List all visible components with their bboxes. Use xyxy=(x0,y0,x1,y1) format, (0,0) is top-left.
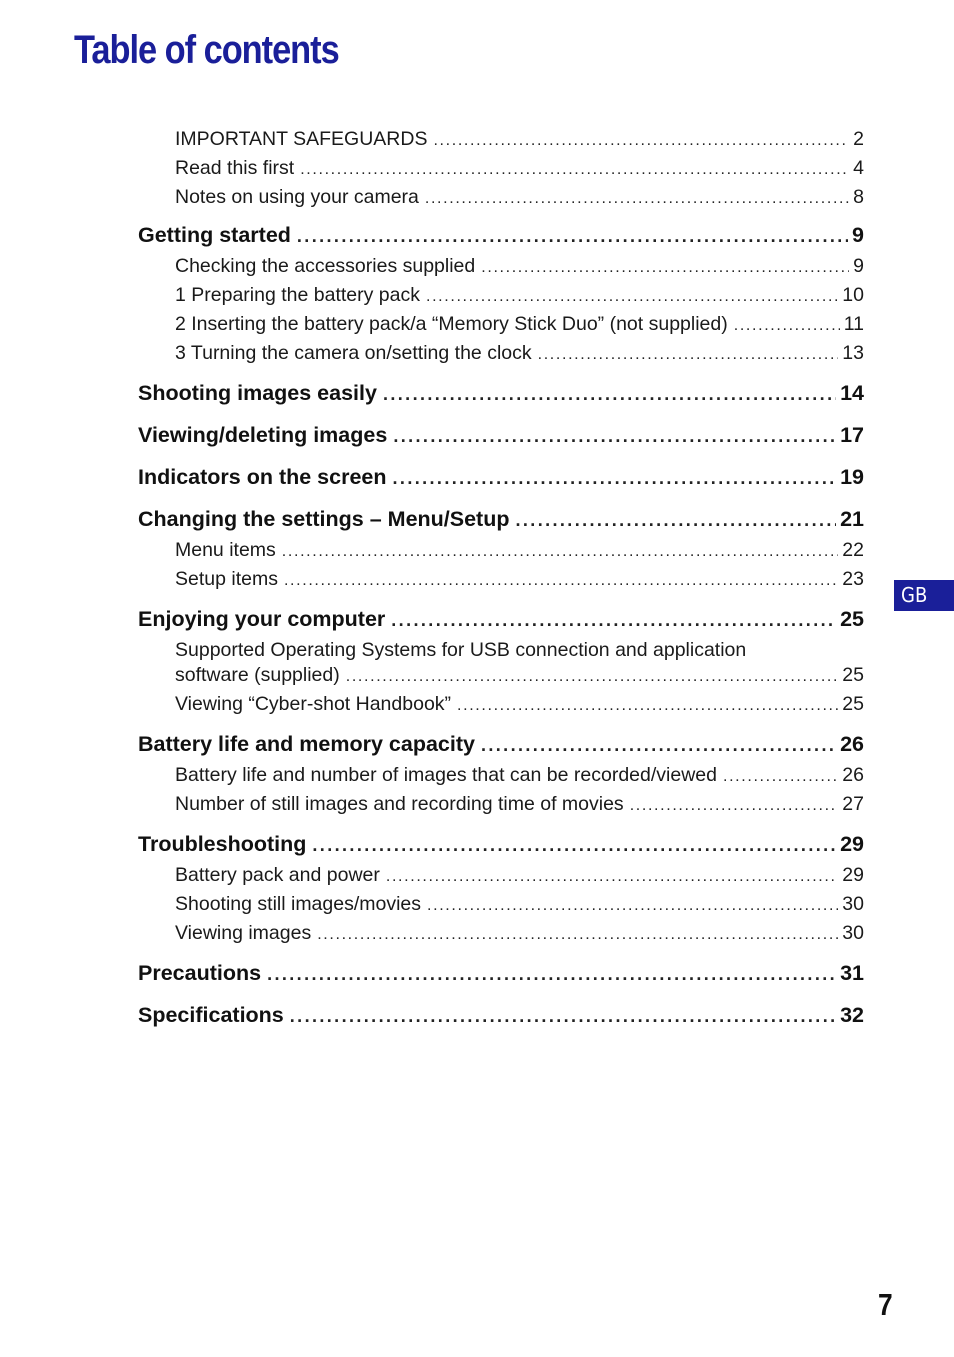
toc-section-title: Troubleshooting xyxy=(138,832,307,856)
toc-entry[interactable] xyxy=(175,255,864,284)
dot-leader xyxy=(481,732,836,757)
dot-leader xyxy=(538,342,839,365)
toc-entry-text: 2 Inserting the battery pack/a “Memory Stick Duo” (not supplied) xyxy=(175,313,728,335)
dot-leader xyxy=(630,793,839,816)
toc-entry[interactable] xyxy=(175,922,864,951)
toc-section-heading[interactable] xyxy=(138,465,864,497)
dot-leader xyxy=(723,764,838,787)
toc-section-title: Specifications xyxy=(138,1003,284,1027)
dot-leader xyxy=(383,381,836,406)
toc-entry-page: 26 xyxy=(842,764,864,786)
toc-entry-page: 30 xyxy=(842,922,864,944)
toc-entry-text: software (supplied) xyxy=(175,664,340,686)
toc-section-page: 31 xyxy=(840,961,864,985)
dot-leader xyxy=(282,539,839,562)
table-of-contents xyxy=(138,128,864,1035)
dot-leader xyxy=(457,693,838,716)
toc-entry-text: Number of still images and recording time of movies xyxy=(175,793,624,815)
page-title: Table of contents xyxy=(74,28,339,72)
toc-section-title: Precautions xyxy=(138,961,262,985)
toc-entry-text: Checking the accessories supplied xyxy=(175,255,476,277)
toc-entry-first-line[interactable]: Supported Operating Systems for USB connection and application xyxy=(175,639,747,661)
toc-entry-page: 25 xyxy=(842,693,864,715)
toc-entry-text: Notes on using your camera xyxy=(175,186,419,208)
toc-entry-text: Menu items xyxy=(175,539,276,561)
toc-section-page: 25 xyxy=(840,607,864,631)
toc-entry-page: 10 xyxy=(842,284,864,306)
dot-leader xyxy=(393,423,836,448)
toc-entry[interactable] xyxy=(175,342,864,371)
toc-entry[interactable] xyxy=(175,186,864,215)
toc-entry[interactable] xyxy=(175,157,864,186)
dot-leader xyxy=(317,922,838,945)
toc-section-title: Indicators on the screen xyxy=(138,465,387,489)
toc-section-page: 9 xyxy=(852,223,864,247)
toc-section-heading[interactable] xyxy=(138,423,864,455)
toc-section-page: 29 xyxy=(840,832,864,856)
toc-section-heading[interactable] xyxy=(138,832,864,864)
toc-section-page: 26 xyxy=(840,732,864,756)
dot-leader xyxy=(290,1003,836,1028)
toc-section-title: Changing the settings – Menu/Setup xyxy=(138,507,510,531)
toc-entry[interactable] xyxy=(175,128,864,157)
toc-section-page: 17 xyxy=(840,423,864,447)
dot-leader xyxy=(425,186,849,209)
toc-entry[interactable] xyxy=(175,864,864,893)
dot-leader xyxy=(297,223,848,248)
toc-section-heading[interactable] xyxy=(138,961,864,993)
dot-leader xyxy=(427,893,838,916)
dot-leader xyxy=(734,313,840,336)
toc-section-title: Getting started xyxy=(138,223,291,247)
toc-entry-page: 25 xyxy=(842,664,864,686)
toc-entry[interactable] xyxy=(175,764,864,793)
dot-leader xyxy=(433,128,849,151)
toc-section-page: 21 xyxy=(840,507,864,531)
dot-leader xyxy=(393,465,837,490)
toc-entry-page: 11 xyxy=(843,313,864,335)
toc-entry-page: 29 xyxy=(842,864,864,886)
toc-entry-text: Battery pack and power xyxy=(175,864,380,886)
toc-section-heading[interactable] xyxy=(138,381,864,413)
page-number: 7 xyxy=(878,1287,893,1322)
dot-leader xyxy=(312,832,836,857)
toc-entry-text: IMPORTANT SAFEGUARDS xyxy=(175,128,428,150)
dot-leader xyxy=(267,961,836,986)
toc-entry-page: 23 xyxy=(842,568,864,590)
language-tab: GB xyxy=(894,580,954,611)
toc-entry[interactable] xyxy=(175,793,864,822)
dot-leader xyxy=(391,607,836,632)
dot-leader xyxy=(300,157,849,180)
toc-section-title: Viewing/deleting images xyxy=(138,423,388,447)
toc-entry-text: Read this first xyxy=(175,157,295,179)
toc-entry-text: 1 Preparing the battery pack xyxy=(175,284,420,306)
toc-section-heading[interactable] xyxy=(138,223,864,255)
toc-entry[interactable] xyxy=(175,893,864,922)
toc-entry-text: 3 Turning the camera on/setting the clock xyxy=(175,342,532,364)
toc-entry-page: 9 xyxy=(853,255,864,277)
toc-section-title: Shooting images easily xyxy=(138,381,377,405)
dot-leader xyxy=(346,664,839,687)
toc-entry-page: 2 xyxy=(853,128,864,150)
toc-entry[interactable] xyxy=(175,568,864,597)
toc-entry-page: 22 xyxy=(842,539,864,561)
toc-entry[interactable] xyxy=(175,693,864,722)
toc-entry[interactable] xyxy=(175,539,864,568)
toc-section-heading[interactable] xyxy=(138,732,864,764)
toc-entry-page: 13 xyxy=(842,342,864,364)
toc-entry[interactable] xyxy=(175,664,864,693)
toc-entry-page: 30 xyxy=(842,893,864,915)
toc-section-heading[interactable] xyxy=(138,607,864,639)
toc-entry-text: Viewing “Cyber-shot Handbook” xyxy=(175,693,452,715)
toc-section-title: Battery life and memory capacity xyxy=(138,732,475,756)
toc-entry[interactable] xyxy=(175,313,864,342)
toc-entry-text: Shooting still images/movies xyxy=(175,893,422,915)
toc-section-heading[interactable] xyxy=(138,507,864,539)
dot-leader xyxy=(481,255,849,278)
toc-entry[interactable] xyxy=(175,284,864,313)
toc-section-page: 14 xyxy=(840,381,864,405)
toc-entry-text: Viewing images xyxy=(175,922,312,944)
toc-entry-text: Setup items xyxy=(175,568,278,590)
dot-leader xyxy=(386,864,838,887)
toc-section-page: 32 xyxy=(840,1003,864,1027)
toc-entry-text: Battery life and number of images that can be recorded/viewed xyxy=(175,764,717,786)
dot-leader xyxy=(515,507,836,532)
dot-leader xyxy=(426,284,838,307)
dot-leader xyxy=(284,568,838,591)
toc-entry-page: 27 xyxy=(842,793,864,815)
toc-section-page: 19 xyxy=(840,465,864,489)
toc-entry-page: 4 xyxy=(853,157,864,179)
toc-entry-page: 8 xyxy=(853,186,864,208)
toc-section-heading[interactable] xyxy=(138,1003,864,1035)
toc-section-title: Enjoying your computer xyxy=(138,607,386,631)
